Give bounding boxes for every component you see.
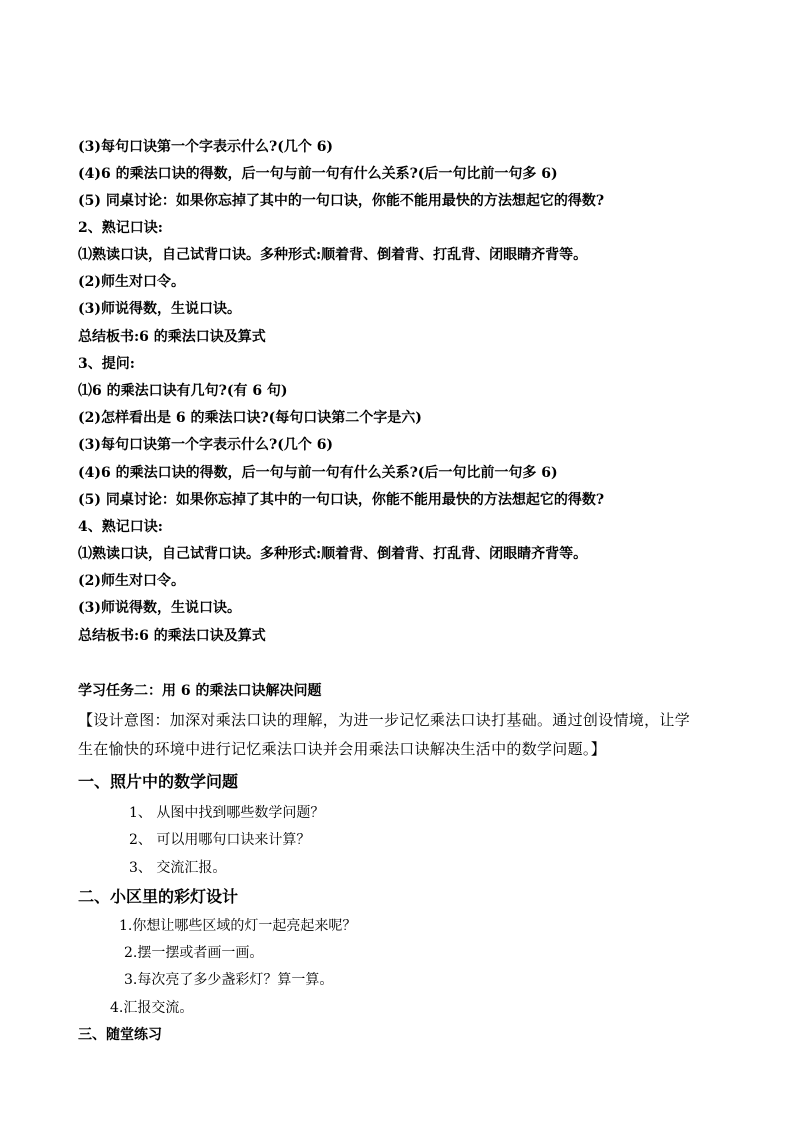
step-heading-memorize: 4、熟记口诀: bbox=[78, 519, 163, 535]
memorize-item-2: (2)师生对口令。 bbox=[78, 274, 185, 290]
design-intent-line-2: 生在愉快的环境中进行记忆乘法口诀并会用乘法口诀解决生活中的数学问题。】 bbox=[78, 740, 607, 758]
part1-item-3: 3、 交流汇报。 bbox=[129, 860, 227, 876]
step-heading-questions: 3、提问: bbox=[78, 356, 135, 372]
question-line-4: (4)6 的乘法口诀的得数，后一句与前一句有什么关系?(后一句比前一句多 6) bbox=[78, 465, 558, 481]
step-heading-memorize: 2、熟记口诀: bbox=[78, 220, 163, 236]
question-line-2: (2)怎样看出是 6 的乘法口诀?(每句口诀第二个字是六) bbox=[78, 410, 422, 426]
question-line-5: (5) 同桌讨论：如果你忘掉了其中的一句口诀，你能不能用最快的方法想起它的得数? bbox=[78, 193, 605, 209]
memorize-item-1: ⑴熟读口诀，自己试背口诀。多种形式:顺着背、倒着背、打乱背、闭眼睛齐背等。 bbox=[78, 546, 588, 562]
memorize-item-3: (3)师说得数，生说口诀。 bbox=[78, 301, 241, 317]
task2-title: 学习任务二：用 6 的乘法口诀解决问题 bbox=[78, 683, 322, 699]
part2-item-4: 4.汇报交流。 bbox=[110, 1000, 194, 1016]
part1-item-2: 2、 可以用哪句口诀来计算？ bbox=[129, 832, 311, 848]
question-line-3: (3)每句口诀第一个字表示什么?(几个 6) bbox=[78, 437, 334, 453]
part2-item-1: 1.你想让哪些区域的灯一起亮起来呢？ bbox=[119, 918, 357, 934]
question-line-5: (5) 同桌讨论：如果你忘掉了其中的一句口诀，你能不能用最快的方法想起它的得数? bbox=[78, 492, 605, 508]
part1-item-1: 1、 从图中找到哪些数学问题？ bbox=[129, 805, 325, 821]
memorize-item-2: (2)师生对口令。 bbox=[78, 573, 185, 589]
part3-heading: 三、随堂练习 bbox=[78, 1027, 162, 1043]
question-line-4: (4)6 的乘法口诀的得数，后一句与前一句有什么关系?(后一句比前一句多 6) bbox=[78, 166, 558, 182]
design-intent-line-1: 【设计意图：加深对乘法口诀的理解，为进一步记忆乘法口诀打基础。通过创设情境，让学 bbox=[78, 711, 691, 729]
question-line-3: (3)每句口诀第一个字表示什么?(几个 6) bbox=[78, 139, 334, 155]
part2-heading: 二、小区里的彩灯设计 bbox=[78, 887, 239, 906]
part1-heading: 一、照片中的数学问题 bbox=[78, 772, 239, 791]
board-summary: 总结板书:6 的乘法口诀及算式 bbox=[78, 628, 266, 644]
part2-item-2: 2.摆一摆或者画一画。 bbox=[124, 945, 264, 961]
board-summary: 总结板书:6 的乘法口诀及算式 bbox=[78, 329, 266, 345]
memorize-item-3: (3)师说得数，生说口诀。 bbox=[78, 600, 241, 616]
question-line-1: ⑴6 的乘法口诀有几句?(有 6 句) bbox=[78, 383, 288, 399]
memorize-item-1: ⑴熟读口诀，自己试背口诀。多种形式:顺着背、倒着背、打乱背、闭眼睛齐背等。 bbox=[78, 247, 588, 263]
part2-item-3: 3.每次亮了多少盏彩灯？算一算。 bbox=[124, 972, 334, 988]
